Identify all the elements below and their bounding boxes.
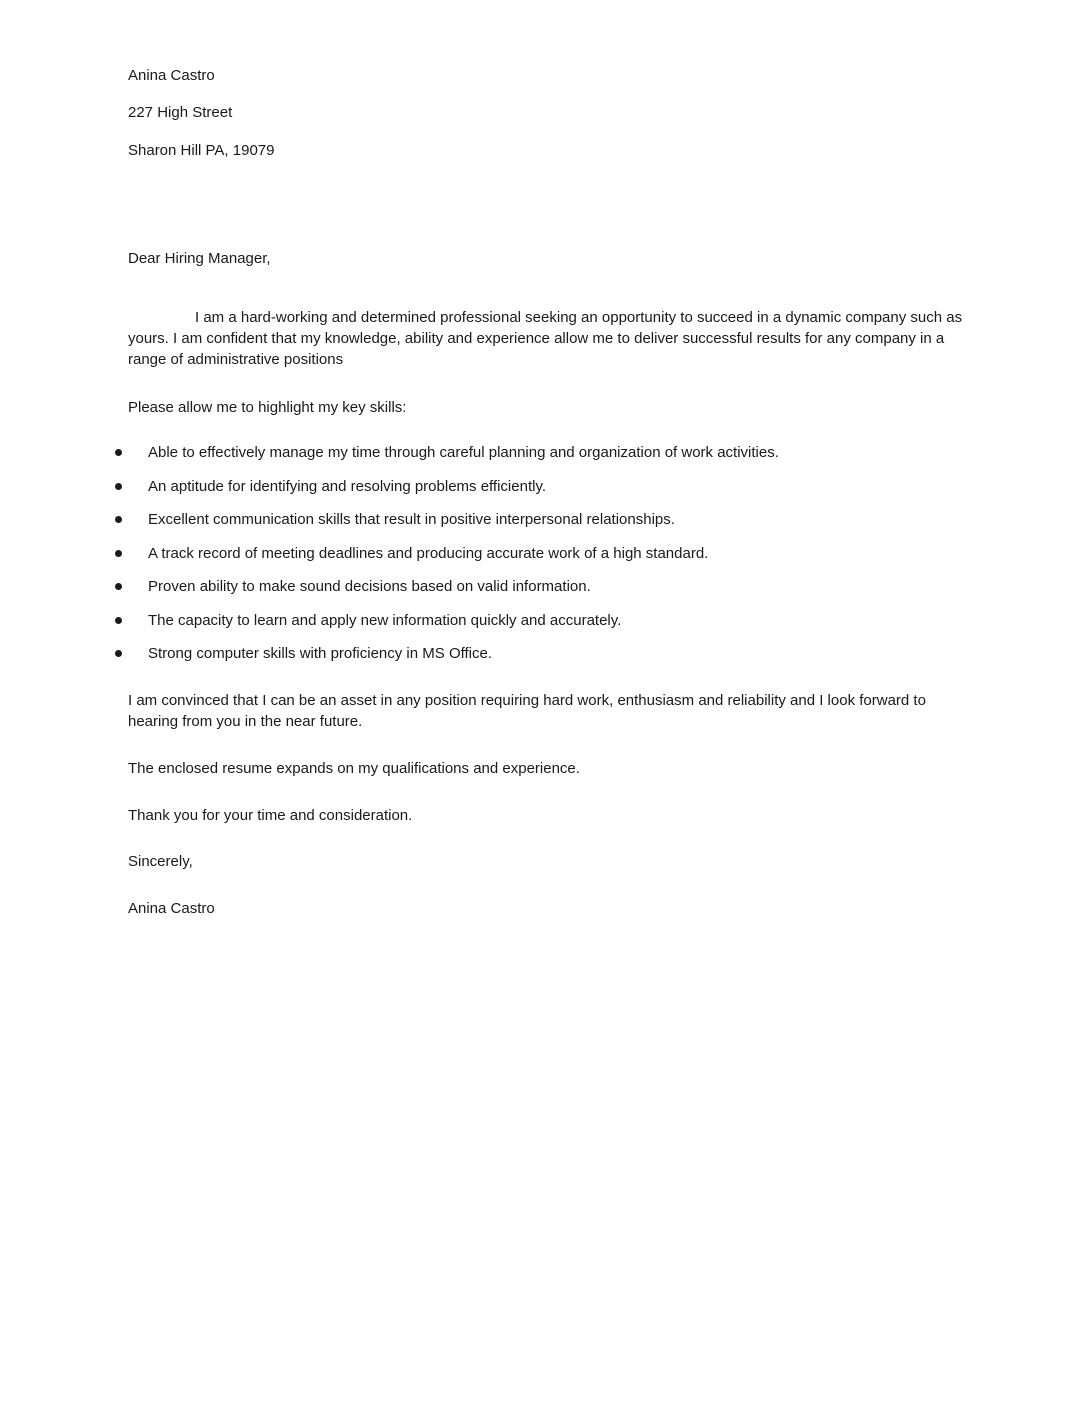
sender-name: Anina Castro — [128, 67, 215, 84]
salutation: Dear Hiring Manager, — [128, 250, 271, 267]
skill-text: Proven ability to make sound decisions based on valid information. — [148, 578, 591, 595]
sender-city-state-zip: Sharon Hill PA, 19079 — [128, 142, 275, 159]
bullet-icon — [115, 449, 122, 456]
bullet-icon — [115, 617, 122, 624]
skill-text: Excellent communication skills that result in positive interpersonal relationships. — [148, 511, 675, 528]
skill-text: Strong computer skills with proficiency in MS Office. — [148, 645, 493, 662]
skill-text: Able to effectively manage my time through careful planning and organization of work activities. — [148, 444, 779, 461]
thanks-note: Thank you for your time and consideration. — [128, 807, 413, 824]
bullet-icon — [115, 516, 122, 523]
skill-text: An aptitude for identifying and resolving problems efficiently. — [148, 477, 547, 495]
signature: Anina Castro — [128, 900, 215, 917]
closing: Sincerely, — [128, 853, 193, 870]
bullet-icon — [115, 583, 122, 590]
skill-text: A track record of meeting deadlines and producing accurate work of a high standard. — [148, 544, 709, 562]
conviction-paragraph: I am convinced that I can be an asset in any position requiring hard work, enthusiasm and reliability and I look forward to hearing from you in the near future. — [128, 692, 926, 730]
bullet-icon — [115, 650, 122, 657]
bullet-icon — [115, 550, 122, 557]
skill-text: The capacity to learn and apply new information quickly and accurately. — [148, 611, 622, 629]
enclosure-note: The enclosed resume expands on my qualifications and experience. — [128, 760, 580, 777]
intro-paragraph: I am a hard-working and determined professional seeking an opportunity to succeed in a dynamic company such as yours. I am confident that my knowledge, ability and experience allow me to deliver successful results for any company in a range of administrative positions — [128, 309, 963, 368]
bullet-icon — [115, 483, 122, 490]
sender-street: 227 High Street — [128, 104, 233, 121]
skills-intro: Please allow me to highlight my key skills: — [128, 399, 407, 416]
